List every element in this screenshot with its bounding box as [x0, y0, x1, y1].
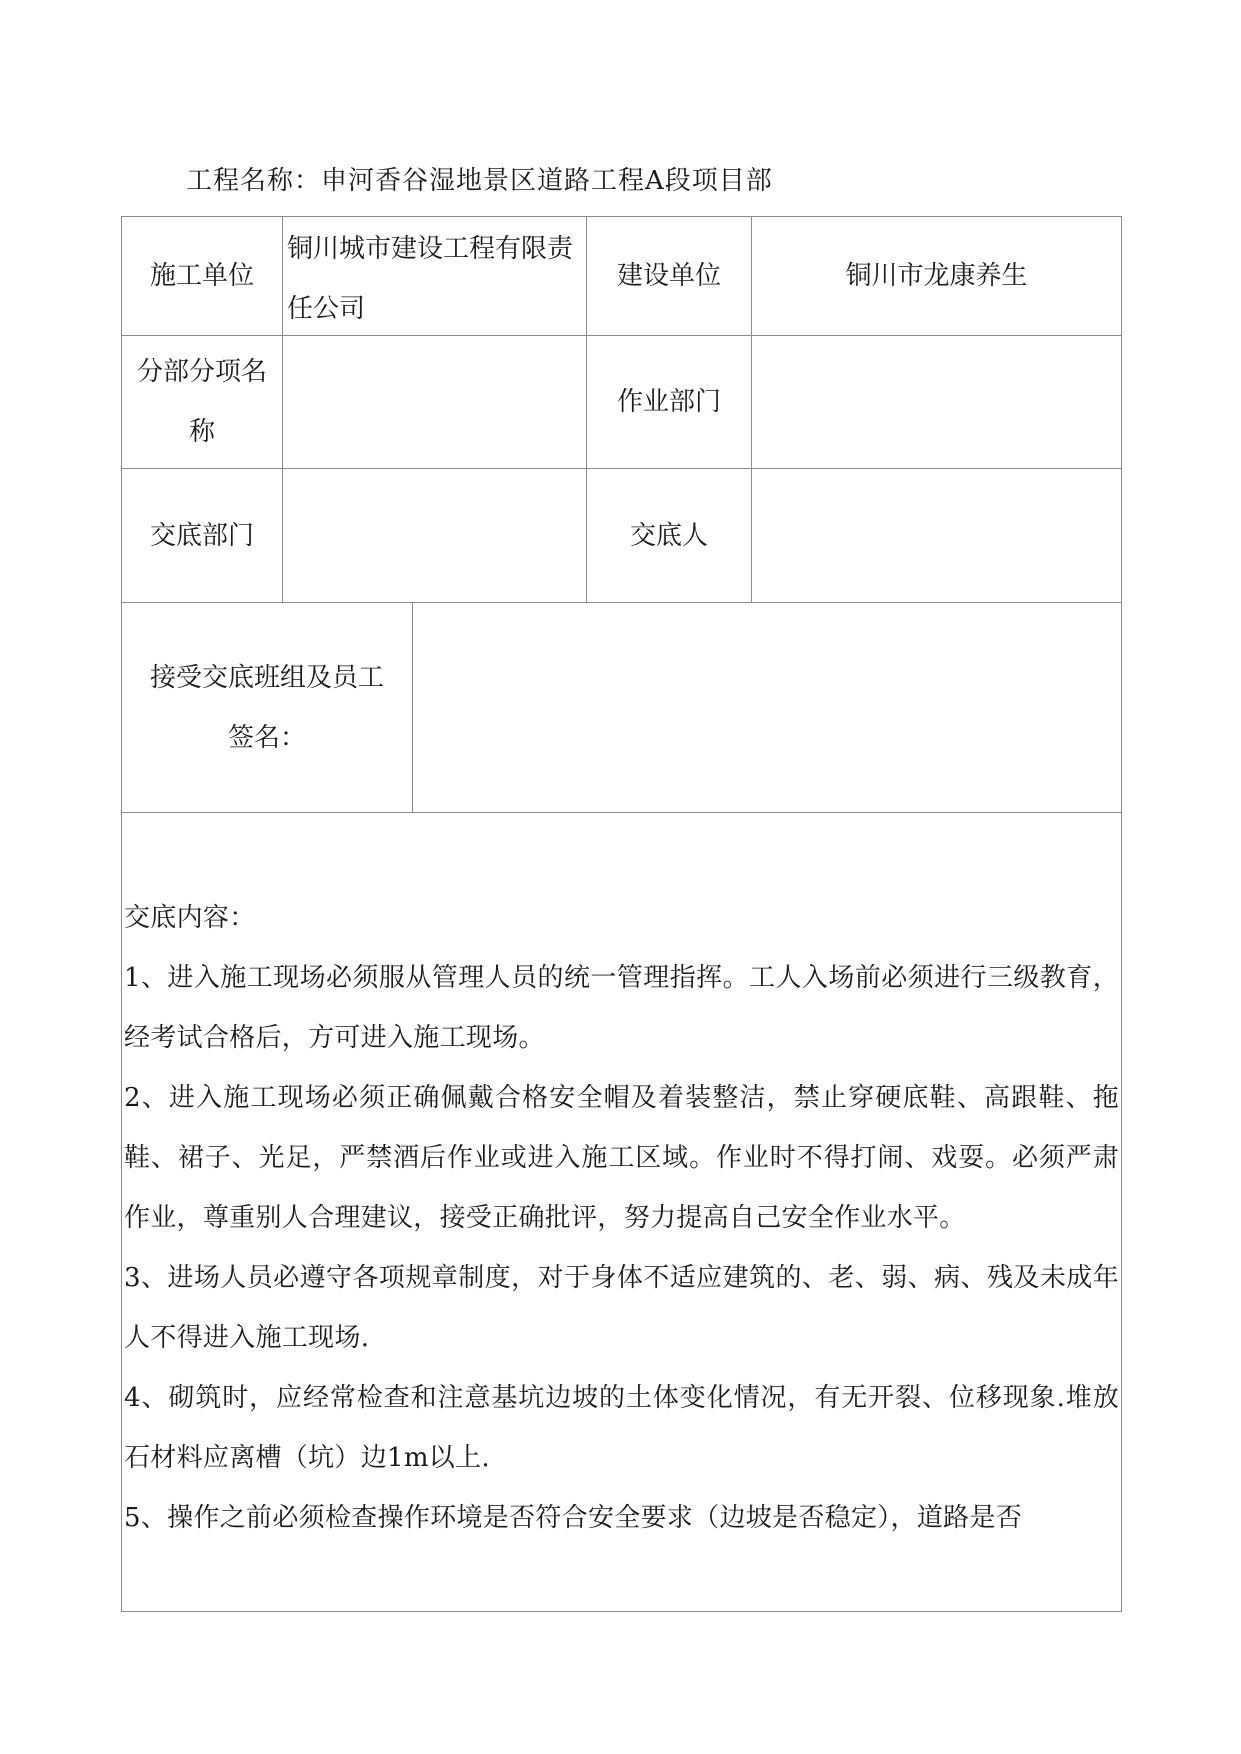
- content-item-5: 5、操作之前必须检查操作环境是否符合安全要求（边坡是否稳定），道路是否: [124, 1503, 1023, 1533]
- subdivision-label: 分部分项名称: [136, 357, 267, 447]
- subdivision-label-cell: [122, 336, 283, 469]
- content-item-3: 3、进场人员必遵守各项规章制度，对于身体不适应建筑的、老、弱、病、残及未成年人不得进入施工现场.: [124, 1263, 1119, 1353]
- content-item-4: 4、砌筑时，应经常检查和注意基坑边坡的土体变化情况，有无开裂、位移现象.堆放石材料应离槽（坑）边1m以上.: [124, 1383, 1119, 1473]
- briefer-value-cell: [752, 469, 1121, 603]
- operation-dept-label-cell: [587, 336, 752, 469]
- briefing-dept-label-cell: [122, 469, 283, 603]
- operation-dept-label: 作业部门: [616, 387, 721, 417]
- construction-unit-label: 施工单位: [149, 261, 254, 291]
- construction-unit-label-cell: [122, 217, 283, 336]
- receiver-label-line2: 签名：: [227, 722, 306, 753]
- client-unit-value-cell: [752, 217, 1121, 336]
- project-name: 申河香谷湿地景区道路工程A段项目部: [321, 166, 773, 196]
- subdivision-value-cell: [283, 336, 587, 469]
- briefing-form-table: [121, 216, 1122, 1612]
- client-unit-label: 建设单位: [616, 261, 721, 291]
- receiver-signature-cell: [413, 603, 1121, 813]
- client-unit-label-cell: [587, 217, 752, 336]
- project-name-line: [186, 160, 773, 197]
- client-unit-value: 铜川市龙康养生: [845, 261, 1028, 291]
- briefing-dept-label: 交底部门: [149, 520, 254, 551]
- receiver-label-line1: 接受交底班组及员工: [149, 662, 384, 693]
- content-item-2: 2、进入施工现场必须正确佩戴合格安全帽及着装整洁，禁止穿硬底鞋、高跟鞋、拖鞋、裙子、光足，严禁酒后作业或进入施工区域。作业时不得打闹、戏耍。必须严肃作业，尊重别人合理建议，接受正确批评，努力提高自己安全作业水平。: [124, 1083, 1119, 1233]
- briefing-content-cell: [122, 813, 1121, 1611]
- project-label: 工程名称：: [186, 166, 322, 196]
- content-title: 交底内容：: [124, 903, 256, 933]
- content-item-1: 1、进入施工现场必须服从管理人员的统一管理指挥。工人入场前必须进行三级教育，经考试合格后，方可进入施工现场。: [124, 963, 1119, 1053]
- briefer-label: 交底人: [629, 520, 708, 551]
- receiver-label-cell: [122, 603, 413, 813]
- operation-dept-value-cell: [752, 336, 1121, 469]
- briefer-label-cell: [587, 469, 752, 603]
- construction-unit-value: 铜川城市建设工程有限责任公司: [287, 234, 574, 324]
- construction-unit-value-cell: [283, 217, 587, 336]
- briefing-dept-value-cell: [283, 469, 587, 603]
